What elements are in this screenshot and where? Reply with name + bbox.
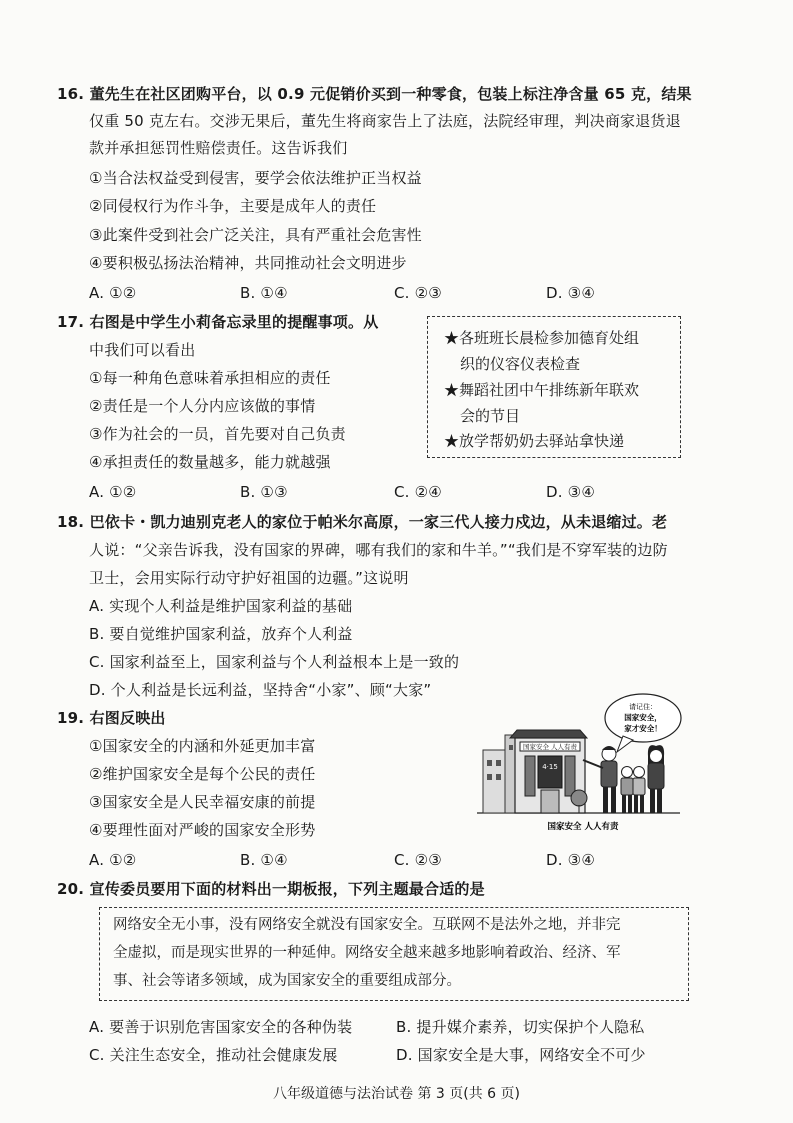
q20-stem: 20. 宣传委员要用下面的材料出一期板报，下列主题最合适的是 [57, 880, 485, 898]
q16-item-3: ③此案件受到社会广泛关注，具有严重社会危害性 [89, 226, 422, 244]
national-security-cartoon [475, 690, 685, 834]
bubble-line-1: 请记住： [629, 703, 657, 711]
q16-option-a[interactable]: A. ①② [89, 284, 137, 302]
q19-item-1: ①国家安全的内涵和外延更加丰富 [89, 737, 316, 755]
q20-option-a[interactable]: A. 要善于识别危害国家安全的各种伪装 [89, 1018, 353, 1036]
q17-option-c[interactable]: C. ②④ [394, 483, 442, 501]
cartoon-board-text: 4·15 [542, 763, 558, 771]
q16-item-4: ④要积极弘扬法治精神，共同推动社会文明进步 [89, 254, 407, 272]
q17-item-2: ②责任是一个人分内应该做的事情 [89, 397, 316, 415]
q16-stem-3: 款并承担惩罚性赔偿责任。这告诉我们 [89, 139, 348, 157]
memo-line-3: ★舞蹈社团中午排练新年联欢 [444, 381, 640, 399]
q19-item-3: ③国家安全是人民幸福安康的前提 [89, 793, 316, 811]
bubble-line-3: 家才安全！ [624, 724, 662, 733]
q19-option-d[interactable]: D. ③④ [546, 851, 595, 869]
q17-option-b[interactable]: B. ①③ [240, 483, 288, 501]
family-figures [583, 745, 664, 813]
memo-line-5: ★放学帮奶奶去驿站拿快递 [444, 432, 625, 450]
q16-option-d[interactable]: D. ③④ [546, 284, 595, 302]
q16-option-c[interactable]: C. ②③ [394, 284, 442, 302]
q16-stem-1: 16. 董先生在社区团购平台，以 0.9 元促销价买到一种零食，包装上标注净含量 65 克，结果 [57, 85, 692, 103]
q16-item-1: ①当合法权益受到侵害，要学会依法维护正当权益 [89, 169, 422, 187]
q17-item-3: ③作为社会的一员，首先要对自己负责 [89, 425, 346, 443]
memo-line-4: 会的节目 [460, 407, 521, 425]
q18-option-a[interactable]: A. 实现个人利益是维护国家利益的基础 [89, 597, 353, 615]
q19-option-a[interactable]: A. ①② [89, 851, 137, 869]
q17-stem-1: 17. 右图是中学生小莉备忘录里的提醒事项。从 [57, 313, 379, 331]
q17-item-4: ④承担责任的数量越多，能力就越强 [89, 453, 331, 471]
q17-stem-2: 中我们可以看出 [89, 341, 196, 359]
q16-item-2: ②同侵权行为作斗争，主要是成年人的责任 [89, 197, 377, 215]
q17-option-d[interactable]: D. ③④ [546, 483, 595, 501]
q18-stem-3: 卫士，会用实际行动守护好祖国的边疆。”这说明 [89, 569, 409, 587]
q18-option-b[interactable]: B. 要自觉维护国家利益，放弃个人利益 [89, 625, 353, 643]
q19-stem: 19. 右图反映出 [57, 709, 166, 727]
q19-option-b[interactable]: B. ①④ [240, 851, 288, 869]
q17-item-1: ①每一种角色意味着承担相应的责任 [89, 369, 331, 387]
q18-stem-2: 人说：“父亲告诉我，没有国家的界碑，哪有我们的家和牛羊。”“我们是不穿军装的边防 [89, 541, 668, 559]
material-line-1: 网络安全无小事，没有网络安全就没有国家安全。互联网不是法外之地，并非完 [113, 917, 621, 933]
cartoon-caption: 国家安全 人人有责 [547, 822, 619, 832]
q18-option-c[interactable]: C. 国家利益至上，国家利益与个人利益根本上是一致的 [89, 653, 460, 671]
q16-stem-2: 仅重 50 克左右。交涉无果后，董先生将商家告上了法庭，法院经审理，判决商家退货退 [89, 112, 681, 130]
material-line-2: 全虚拟，而是现实世界的一种延伸。网络安全越来越多地影响着政治、经济、军 [113, 945, 621, 961]
q18-stem-1: 18. 巴依卡・凯力迪别克老人的家位于帕米尔高原，一家三代人接力戍边，从未退缩过。老 [57, 513, 668, 531]
q17-option-a[interactable]: A. ①② [89, 483, 137, 501]
q19-option-c[interactable]: C. ②③ [394, 851, 442, 869]
cartoon-sign-text: 国家安全 人人有责 [522, 743, 578, 751]
memo-line-1: ★各班班长晨检参加德育处组 [444, 329, 640, 347]
bubble-line-2: 国家安全， [624, 713, 662, 722]
q16-option-b[interactable]: B. ①④ [240, 284, 288, 302]
material-line-3: 事、社会等诸多领域，成为国家安全的重要组成部分。 [113, 973, 461, 989]
page-footer: 八年级道德与法治试卷 第 3 页(共 6 页) [273, 1086, 520, 1102]
q20-option-d[interactable]: D. 国家安全是大事，网络安全不可少 [396, 1046, 646, 1064]
q19-item-4: ④要理性面对严峻的国家安全形势 [89, 821, 316, 839]
q20-option-c[interactable]: C. 关注生态安全，推动社会健康发展 [89, 1046, 338, 1064]
q18-option-d[interactable]: D. 个人利益是长远利益，坚持舍“小家”、顾“大家” [89, 681, 432, 699]
q20-option-b[interactable]: B. 提升媒介素养，切实保护个人隐私 [396, 1018, 645, 1036]
memo-line-2: 织的仪容仪表检查 [460, 355, 581, 373]
q19-item-2: ②维护国家安全是每个公民的责任 [89, 765, 316, 783]
